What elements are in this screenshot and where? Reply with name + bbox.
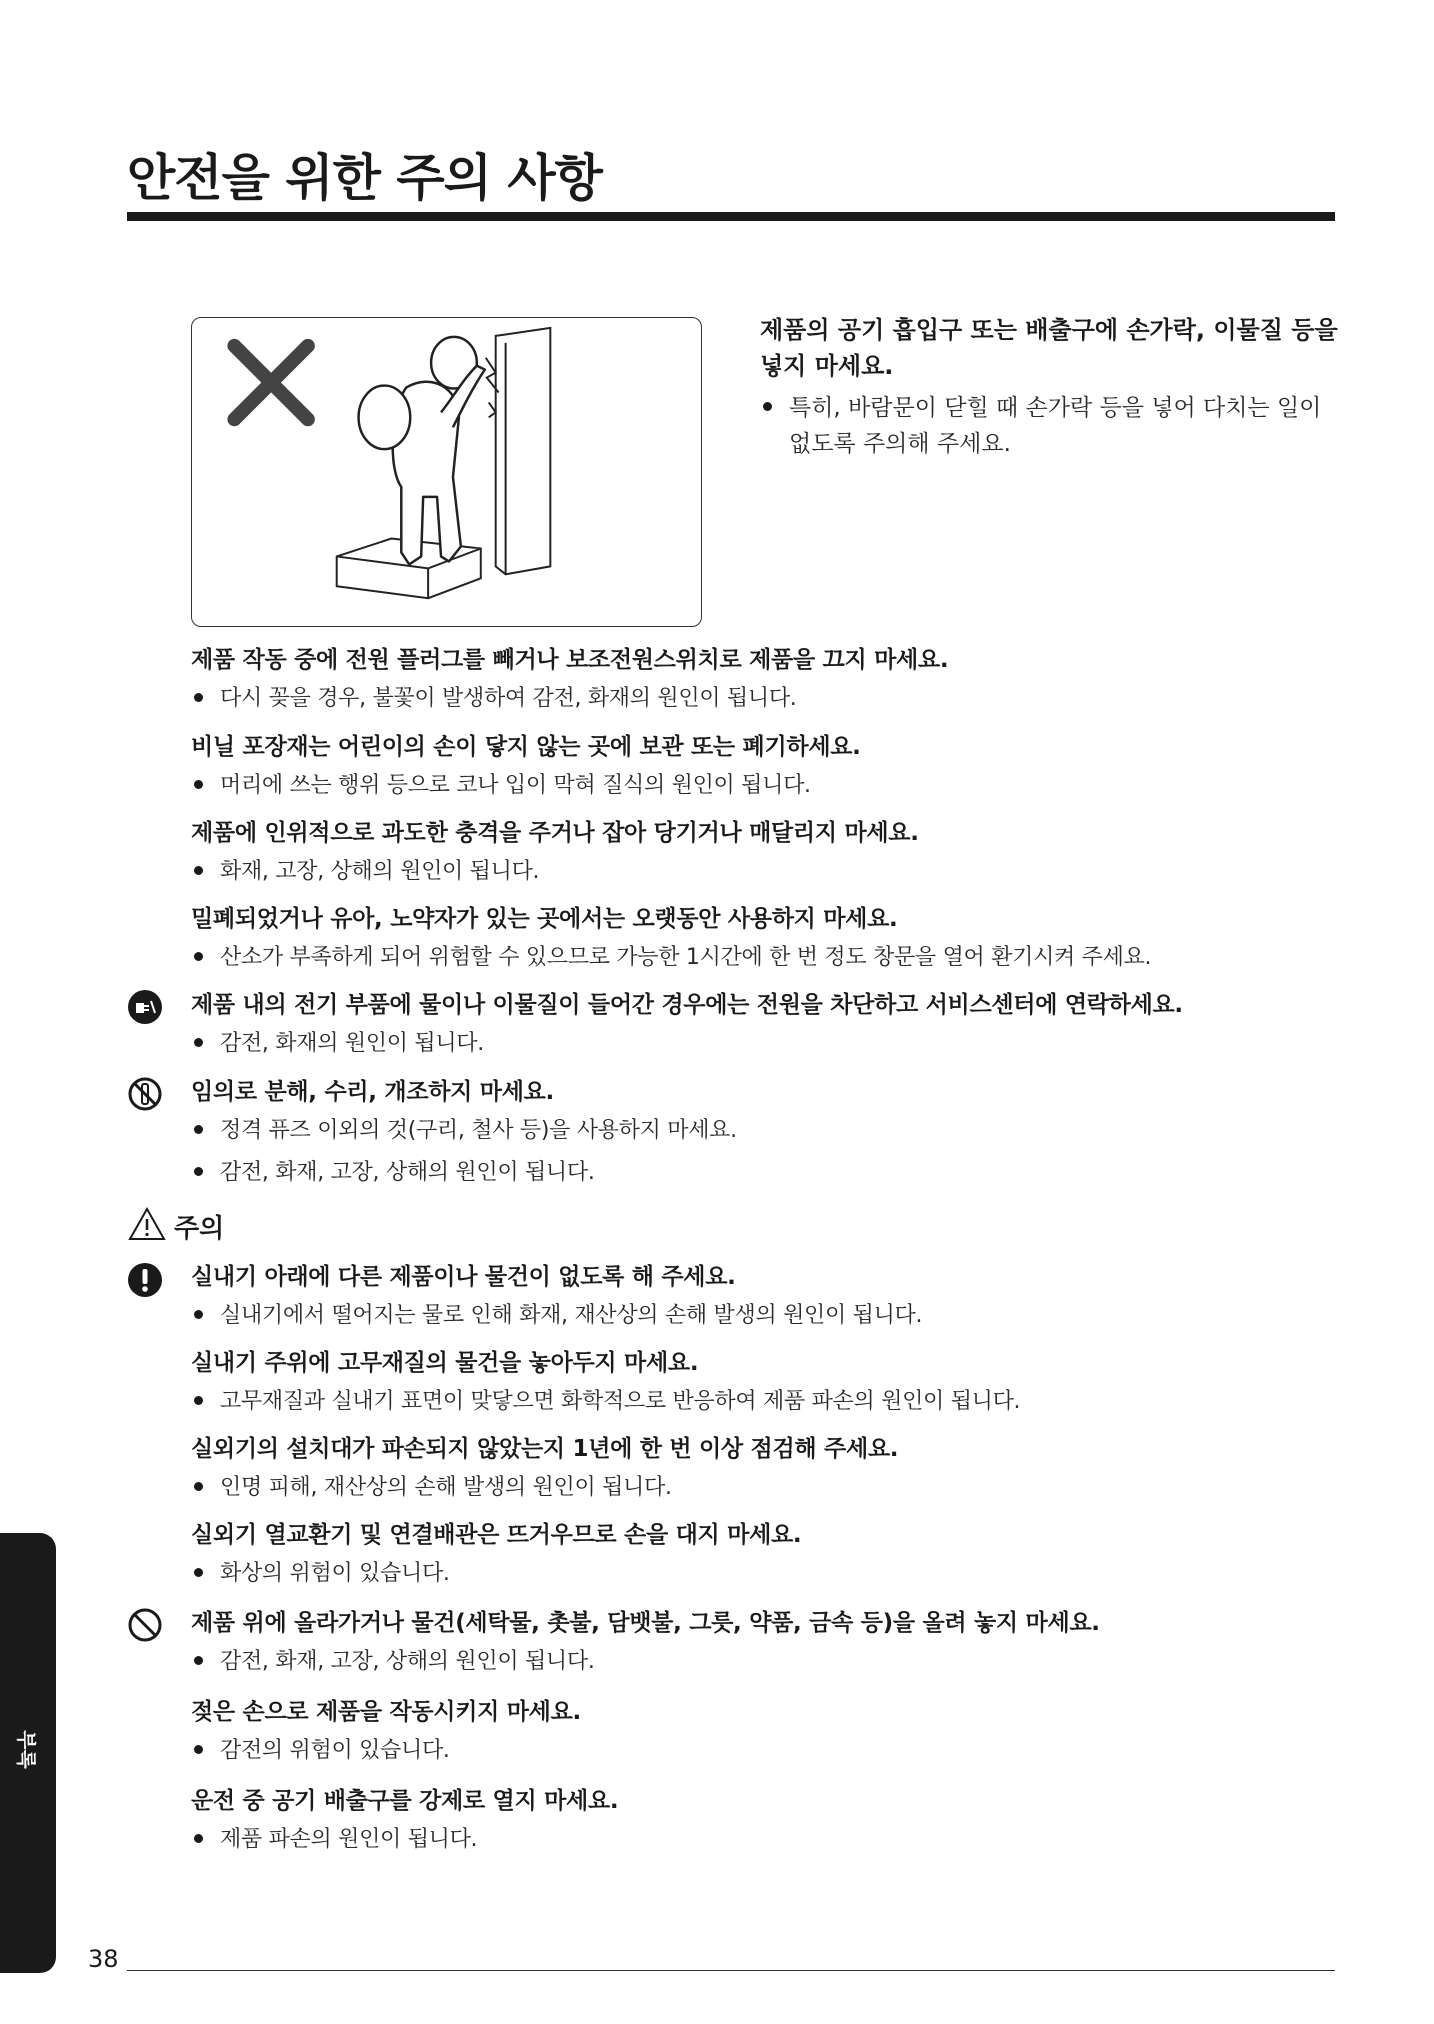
- item-heading: 제품에 인위적으로 과도한 충격을 주거나 잡아 당기거나 매달리지 마세요.: [191, 820, 919, 846]
- bullet-icon: [194, 1482, 203, 1491]
- child-hand-warning-illustration: [191, 317, 702, 627]
- footer-rule: [127, 1970, 1335, 1971]
- item-bullet: 감전, 화재, 고장, 상해의 원인이 됩니다.: [191, 1158, 595, 1188]
- top-warning-bullet: 특히, 바람문이 닫힐 때 손가락 등을 넣어 다치는 일이 없도록 주의해 주세요.: [789, 395, 1322, 457]
- item-bullet: 감전, 화재의 원인이 됩니다.: [191, 1029, 484, 1059]
- caution-heading: 실내기 아래에 다른 제품이나 물건이 없도록 해 주세요.: [191, 1264, 736, 1290]
- bullet-icon: [194, 1834, 203, 1843]
- caution-bullet: 감전, 화재, 고장, 상해의 원인이 됩니다.: [191, 1647, 595, 1677]
- caution-bullet: 실내기에서 떨어지는 물로 인해 화재, 재산상의 손해 발생의 원인이 됩니다.: [191, 1301, 922, 1331]
- caution-heading: 실외기 열교환기 및 연결배관은 뜨거우므로 손을 대지 마세요.: [191, 1522, 802, 1548]
- bullet-icon: [194, 1167, 203, 1176]
- exclamation-icon: [127, 1262, 163, 1298]
- child-figure-icon: [359, 337, 485, 565]
- caution-heading: 실외기의 설치대가 파손되지 않았는지 1년에 한 번 이상 점검해 주세요.: [191, 1436, 899, 1462]
- prohibited-x-icon: [234, 346, 308, 420]
- item-bullet: 산소가 부족하게 되어 위험할 수 있으므로 가능한 1시간에 한 번 정도 창문을 열어 환기시켜 주세요.: [191, 943, 1151, 973]
- child-illustration-svg: [192, 318, 701, 626]
- caution-bullet: 인명 피해, 재산상의 손해 발생의 원인이 됩니다.: [191, 1473, 672, 1503]
- caution-bullet: 화상의 위험이 있습니다.: [191, 1559, 450, 1589]
- bullet-icon: [194, 866, 203, 875]
- item-bullet: 머리에 쓰는 행위 등으로 코나 입이 막혀 질식의 원인이 됩니다.: [191, 771, 811, 801]
- side-tab-label: 부록: [14, 1730, 39, 1769]
- item-bullet: 다시 꽂을 경우, 불꽃이 발생하여 감전, 화재의 원인이 됩니다.: [191, 684, 796, 714]
- caution-heading: 실내기 주위에 고무재질의 물건을 놓아두지 마세요.: [191, 1350, 699, 1376]
- item-heading: 제품 작동 중에 전원 플러그를 빼거나 보조전원스위치로 제품을 끄지 마세요.: [191, 647, 949, 673]
- bullet-icon: [194, 1568, 203, 1577]
- item-bullet: 화재, 고장, 상해의 원인이 됩니다.: [191, 857, 539, 887]
- air-conditioner-icon: [496, 328, 551, 574]
- item-heading: 임의로 분해, 수리, 개조하지 마세요.: [191, 1079, 554, 1105]
- no-disassembly-icon: [127, 1076, 163, 1112]
- bullet-icon: [194, 1038, 203, 1047]
- caution-heading: 젖은 손으로 제품을 작동시키지 마세요.: [191, 1699, 581, 1725]
- item-bullet: 정격 퓨즈 이외의 것(구리, 철사 등)을 사용하지 마세요.: [191, 1116, 737, 1146]
- bullet-icon: [194, 1656, 203, 1665]
- item-heading: 비닐 포장재는 어린이의 손이 닿지 않는 곳에 보관 또는 폐기하세요.: [191, 734, 861, 760]
- title-rule: [127, 212, 1335, 221]
- caution-heading: 제품 위에 올라가거나 물건(세탁물, 촛불, 담뱃불, 그릇, 약품, 금속 등)을 올려 놓지 마세요.: [191, 1610, 1100, 1636]
- bullet-icon: [194, 1396, 203, 1405]
- caution-label: 주의: [174, 1214, 225, 1244]
- prohibition-icon: [127, 1607, 163, 1643]
- page-number: 38: [88, 1945, 119, 1973]
- top-warning-bullet-item: [760, 390, 1350, 462]
- caution-bullet: 제품 파손의 원인이 됩니다.: [191, 1825, 477, 1855]
- bullet-icon: [194, 693, 203, 702]
- bullet-icon: [194, 952, 203, 961]
- caution-triangle-icon: [128, 1207, 166, 1241]
- top-warning-heading: 제품의 공기 흡입구 또는 배출구에 손가락, 이물질 등을 넣지 마세요.: [760, 316, 1338, 380]
- item-heading: 밀폐되었거나 유아, 노약자가 있는 곳에서는 오랫동안 사용하지 마세요.: [191, 906, 898, 932]
- top-warning-block: [760, 312, 1350, 462]
- bullet-icon: [194, 1745, 203, 1754]
- page-title: 안전을 위한 주의 사항: [127, 149, 602, 207]
- bullet-icon: [763, 402, 772, 411]
- item-heading: 제품 내의 전기 부품에 물이나 이물질이 들어간 경우에는 전원을 차단하고 서비스센터에 연락하세요.: [191, 992, 1183, 1018]
- bullet-icon: [194, 780, 203, 789]
- caution-bullet: 감전의 위험이 있습니다.: [191, 1736, 450, 1766]
- caution-bullet: 고무재질과 실내기 표면이 맞닿으면 화학적으로 반응하여 제품 파손의 원인이 됩니다.: [191, 1387, 1020, 1417]
- bullet-icon: [194, 1125, 203, 1134]
- unplug-icon: [127, 989, 163, 1025]
- bullet-icon: [194, 1310, 203, 1319]
- caution-heading: 운전 중 공기 배출구를 강제로 열지 마세요.: [191, 1788, 619, 1814]
